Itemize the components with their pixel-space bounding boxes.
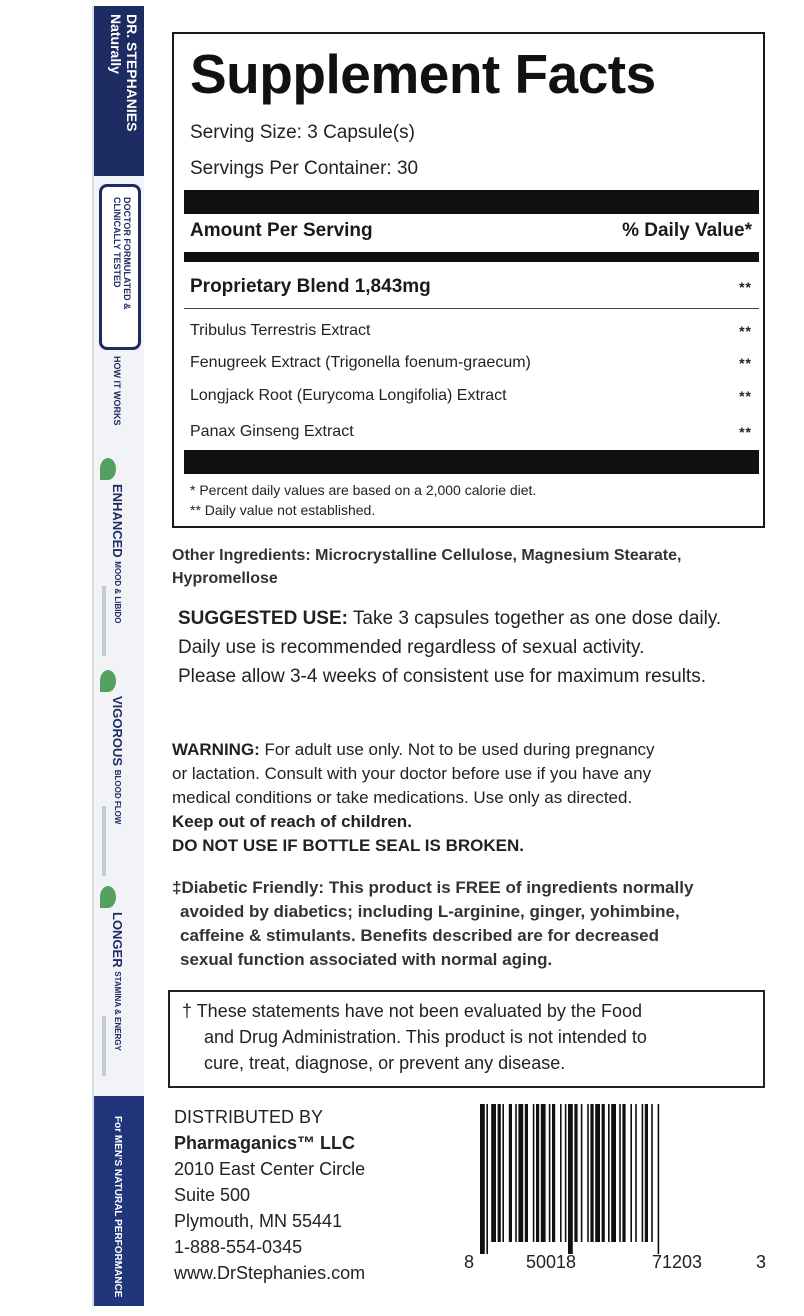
- warning-label: WARNING:: [172, 740, 260, 759]
- leaf-icon: [100, 670, 116, 692]
- barcode-bar: [635, 1104, 637, 1242]
- disclaimer-line2: and Drug Administration. This product is not intended to: [204, 1027, 647, 1047]
- amount-header-row: [190, 220, 752, 242]
- ingredient-row: [190, 354, 752, 372]
- suggested-use-line3: Please allow 3-4 weeks of consistent use for maximum results.: [178, 666, 706, 687]
- distributor-company: Pharmaganics™ LLC: [174, 1133, 356, 1153]
- warning-line1: For adult use only. Not to be used during pregnancy: [259, 740, 655, 759]
- barcode-bar: [486, 1104, 488, 1254]
- side-feature-2-desc: [102, 806, 106, 876]
- ingredient-row: [190, 322, 752, 340]
- barcode-bar: [560, 1104, 562, 1242]
- barcode-bar: [518, 1104, 523, 1242]
- barcode-bar: [642, 1104, 644, 1242]
- barcode-bar: [619, 1104, 621, 1242]
- thick-divider: [184, 190, 759, 214]
- disclaimer-line3: cure, treat, diagnose, or prevent any disease.: [204, 1053, 566, 1073]
- amount-per-serving-label: Amount Per Serving: [190, 220, 373, 241]
- ingredient-name: Tribulus Terrestris Extract: [190, 322, 371, 339]
- suggested-use: [178, 604, 778, 691]
- barcode-bar: [533, 1104, 535, 1242]
- serving-size: Serving Size: 3 Capsule(s): [190, 122, 415, 143]
- ingredient-dv: **: [739, 388, 752, 404]
- leaf-icon: [100, 886, 116, 908]
- barcode-bar: [622, 1104, 625, 1242]
- barcode-bar: [549, 1104, 551, 1242]
- barcode-bar: [574, 1104, 577, 1242]
- distributed-by-label: DISTRIBUTED BY: [174, 1107, 324, 1127]
- side-badge: [99, 184, 141, 350]
- barcode-bar: [541, 1104, 546, 1242]
- barcode-bar: [565, 1104, 567, 1242]
- suggested-use-label: SUGGESTED USE:: [178, 608, 348, 629]
- warning: [172, 738, 752, 858]
- medium-divider: [184, 252, 759, 262]
- warning-line3: medical conditions or take medications. Use only as directed.: [172, 788, 633, 807]
- diabetic-line2: avoided by diabetics; including L-arginine, ginger, yohimbine,: [180, 902, 680, 921]
- barcode-bar: [498, 1104, 501, 1242]
- side-feature-1-title: ENHANCED: [110, 484, 125, 558]
- warning-children: Keep out of reach of children.: [172, 812, 412, 831]
- distributor-suite: Suite 500: [174, 1185, 251, 1205]
- barcode-bar: [608, 1104, 610, 1242]
- facts-title: Supplement Facts: [190, 43, 656, 105]
- distributor-website: www.DrStephanies.com: [174, 1263, 366, 1283]
- suggested-use-line1: Take 3 capsules together as one dose daily.: [347, 608, 722, 629]
- barcode: [478, 1104, 754, 1254]
- thin-divider: [184, 308, 759, 309]
- suggested-use-line2: Daily use is recommended regardless of sexual activity.: [178, 637, 645, 658]
- side-badge-text: DOCTOR FORMULATED & CLINICALLY TESTED: [112, 197, 132, 310]
- side-feature-3-sub: STAMINA & ENERGY: [113, 971, 122, 1051]
- diabetic-line1: ‡Diabetic Friendly: This product is FREE of ingredients normally: [172, 878, 694, 897]
- barcode-bar: [568, 1104, 573, 1254]
- side-bottom-block: [94, 1096, 144, 1306]
- distributor-phone: 1-888-554-0345: [174, 1237, 303, 1257]
- barcode-bar: [480, 1104, 485, 1254]
- barcode-bar: [509, 1104, 512, 1242]
- ingredient-dv: **: [739, 355, 752, 371]
- barcode-bar: [602, 1104, 605, 1242]
- barcode-digits-right: 71203: [652, 1252, 703, 1272]
- barcode-bar: [590, 1104, 593, 1242]
- distributor-block: [174, 1104, 464, 1286]
- side-feature-1-desc: [102, 586, 106, 656]
- barcode-bar: [502, 1104, 504, 1242]
- servings-per-container: Servings Per Container: 30: [190, 158, 419, 179]
- daily-value-label: % Daily Value*: [622, 220, 752, 241]
- distributor-street: 2010 East Center Circle: [174, 1159, 366, 1179]
- ingredient-name: Panax Ginseng Extract: [190, 423, 354, 440]
- blend-dv: **: [739, 279, 752, 295]
- barcode-bar: [536, 1104, 539, 1242]
- box-side-panel: [92, 6, 144, 1306]
- warning-line2: or lactation. Consult with your doctor before use if you have any: [172, 764, 652, 783]
- barcode-bar: [645, 1104, 648, 1242]
- ingredient-dv: **: [739, 424, 752, 440]
- barcode-bar: [552, 1104, 555, 1242]
- ingredient-dv: **: [739, 323, 752, 339]
- side-feature-2-sub: BLOOD FLOW: [113, 769, 122, 825]
- side-feature-2-title: VIGOROUS: [110, 696, 125, 767]
- footnote-not-established: ** Daily value not established.: [190, 502, 376, 518]
- disclaimer-line1: † These statements have not been evaluated by the Food: [182, 1001, 642, 1021]
- barcode-digit-system: 8: [464, 1252, 475, 1272]
- barcode-bar: [611, 1104, 616, 1242]
- distributor-city: Plymouth, MN 55441: [174, 1211, 343, 1231]
- ingredient-name: Longjack Root (Eurycoma Longifolia) Extract: [190, 387, 507, 404]
- side-bottom-text: For MEN'S NATURAL PERFORMANCE: [112, 1116, 123, 1298]
- barcode-bar: [658, 1104, 660, 1254]
- side-brand-text: DR. STEPHANIES Naturally: [108, 14, 140, 132]
- ingredient-name: Fenugreek Extract (Trigonella foenum-graecum): [190, 354, 531, 371]
- other-ingredients: [172, 544, 772, 590]
- side-feature-1-sub: MOOD & LIBIDO: [113, 561, 122, 624]
- blend-name: Proprietary Blend 1,843mg: [190, 276, 431, 297]
- barcode-bar: [581, 1104, 583, 1242]
- barcode-bar: [515, 1104, 517, 1242]
- side-feature-2: [110, 696, 125, 824]
- side-feature-1: [110, 484, 125, 624]
- leaf-icon: [100, 458, 116, 480]
- supplement-facts-panel: [172, 32, 765, 528]
- thick-divider: [184, 450, 759, 474]
- barcode-bar: [630, 1104, 632, 1242]
- side-brand-block: [94, 6, 144, 176]
- diabetic-friendly: [172, 876, 752, 972]
- barcode-bar: [587, 1104, 589, 1242]
- side-feature-3-title: LONGER: [110, 912, 125, 968]
- barcode-digit-check: 3: [756, 1252, 767, 1272]
- warning-seal: DO NOT USE IF BOTTLE SEAL IS BROKEN.: [172, 836, 524, 855]
- footnote-percent: * Percent daily values are based on a 2,000 calorie diet.: [190, 482, 537, 498]
- barcode-bar: [651, 1104, 653, 1242]
- ingredient-row: [190, 387, 752, 405]
- blend-row: [190, 276, 752, 298]
- barcode-bar: [525, 1104, 528, 1242]
- side-how-it-works: HOW IT WORKS: [112, 356, 122, 426]
- ingredient-row: [190, 423, 752, 441]
- other-ingredients-line2: Hypromellose: [172, 570, 278, 587]
- diabetic-line3: caffeine & stimulants. Benefits described are for decreased: [180, 926, 660, 945]
- barcode-bar: [595, 1104, 600, 1242]
- diabetic-line4: sexual function associated with normal aging.: [180, 950, 553, 969]
- side-feature-3: [110, 912, 125, 1051]
- barcode-digits-left: 50018: [526, 1252, 577, 1272]
- side-feature-3-desc: [102, 1016, 106, 1076]
- other-ingredients-line1: Other Ingredients: Microcrystalline Cellulose, Magnesium Stearate,: [172, 547, 682, 564]
- barcode-bar: [491, 1104, 496, 1242]
- fda-disclaimer: [168, 990, 765, 1088]
